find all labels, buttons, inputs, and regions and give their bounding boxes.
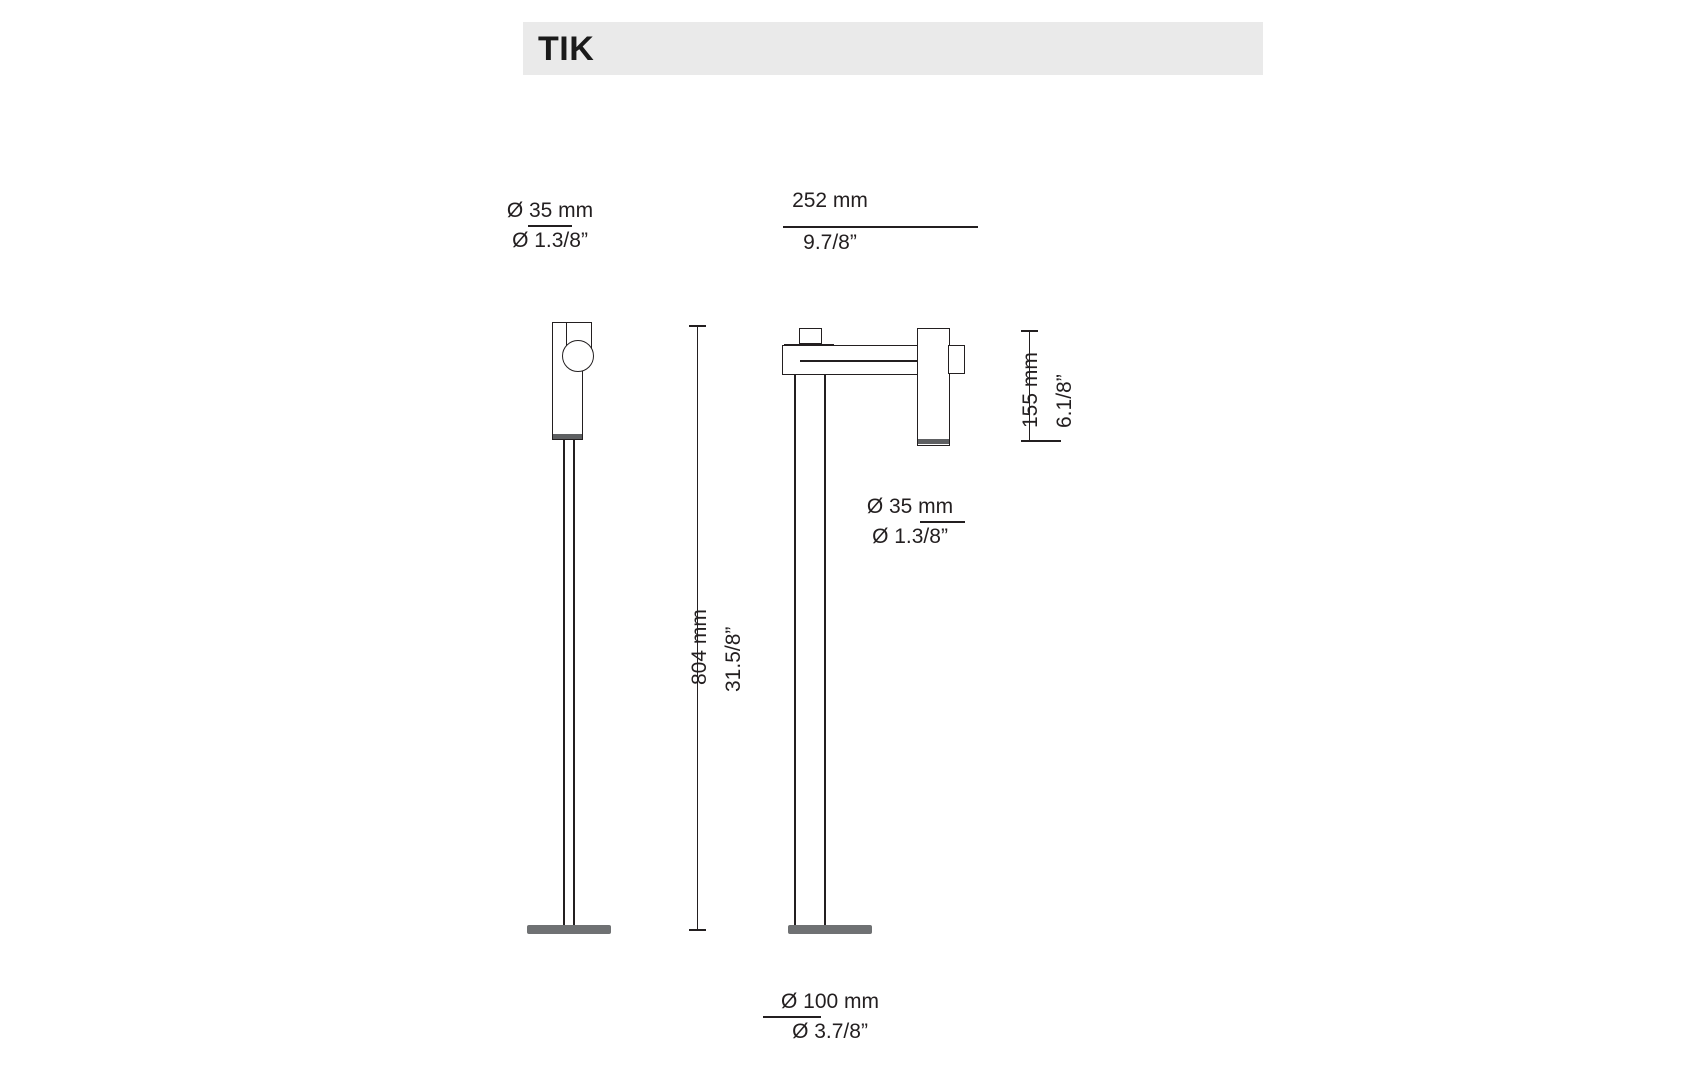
front-view-base-plate — [527, 925, 611, 934]
dimension-base-diameter-imperial: Ø 3.7/8” — [792, 1020, 868, 1043]
dimension-base-diameter-rule — [763, 1016, 821, 1018]
dimension-head-diameter-side-metric: Ø 35 mm — [866, 495, 954, 518]
dimension-arm-length-imperial-block — [670, 228, 990, 258]
front-view-stem-left-edge — [563, 440, 565, 928]
dimension-head-diameter-front-metric: Ø 35 mm — [506, 199, 594, 222]
dimension-total-height-tick-top — [689, 325, 706, 327]
side-view-head-body — [917, 328, 950, 446]
dimension-arm-length-imperial: 9.7/8” — [803, 231, 857, 254]
dimension-head-diameter-front-imperial: Ø 1.3/8” — [512, 229, 588, 252]
dimension-total-height-metric: 804 mm — [688, 609, 711, 685]
dimension-total-height-tick-bottom — [689, 929, 706, 931]
dimension-head-diameter-side-rule — [920, 521, 965, 523]
dimension-head-drop-tick-bottom — [1021, 440, 1061, 442]
page-title: TIK — [538, 30, 595, 68]
dimension-head-diameter-side-imperial: Ø 1.3/8” — [872, 525, 948, 548]
dimension-total-height-imperial: 31.5/8” — [722, 626, 745, 692]
side-view-stem-right-edge — [824, 352, 826, 928]
dimension-base-diameter-metric: Ø 100 mm — [780, 990, 880, 1013]
front-view-head-collar — [553, 434, 582, 439]
dimension-head-drop-tick-top — [1021, 330, 1038, 332]
dimension-head-drop-metric: 155 mm — [1019, 352, 1042, 428]
front-view-lens-circle — [562, 340, 594, 372]
dimension-base-diameter — [680, 987, 980, 1047]
dimension-arm-length-metric: 252 mm — [792, 189, 868, 212]
front-view-stem-right-edge — [573, 440, 575, 928]
side-view-stem-left-edge — [794, 352, 796, 928]
dimension-head-diameter-front-rule — [528, 225, 572, 227]
side-view-base-plate — [788, 925, 872, 934]
title-bar — [523, 22, 1263, 75]
side-view-head-collar — [918, 439, 949, 444]
side-view-head-knuckle — [948, 345, 965, 374]
dimension-head-diameter-side — [760, 492, 1060, 552]
side-view-arm-centerline — [800, 360, 925, 362]
dimension-arm-length-metric-block — [670, 186, 990, 216]
side-view-stem-top-cap — [799, 328, 822, 344]
dimension-head-drop-imperial: 6.1/8” — [1053, 374, 1076, 428]
